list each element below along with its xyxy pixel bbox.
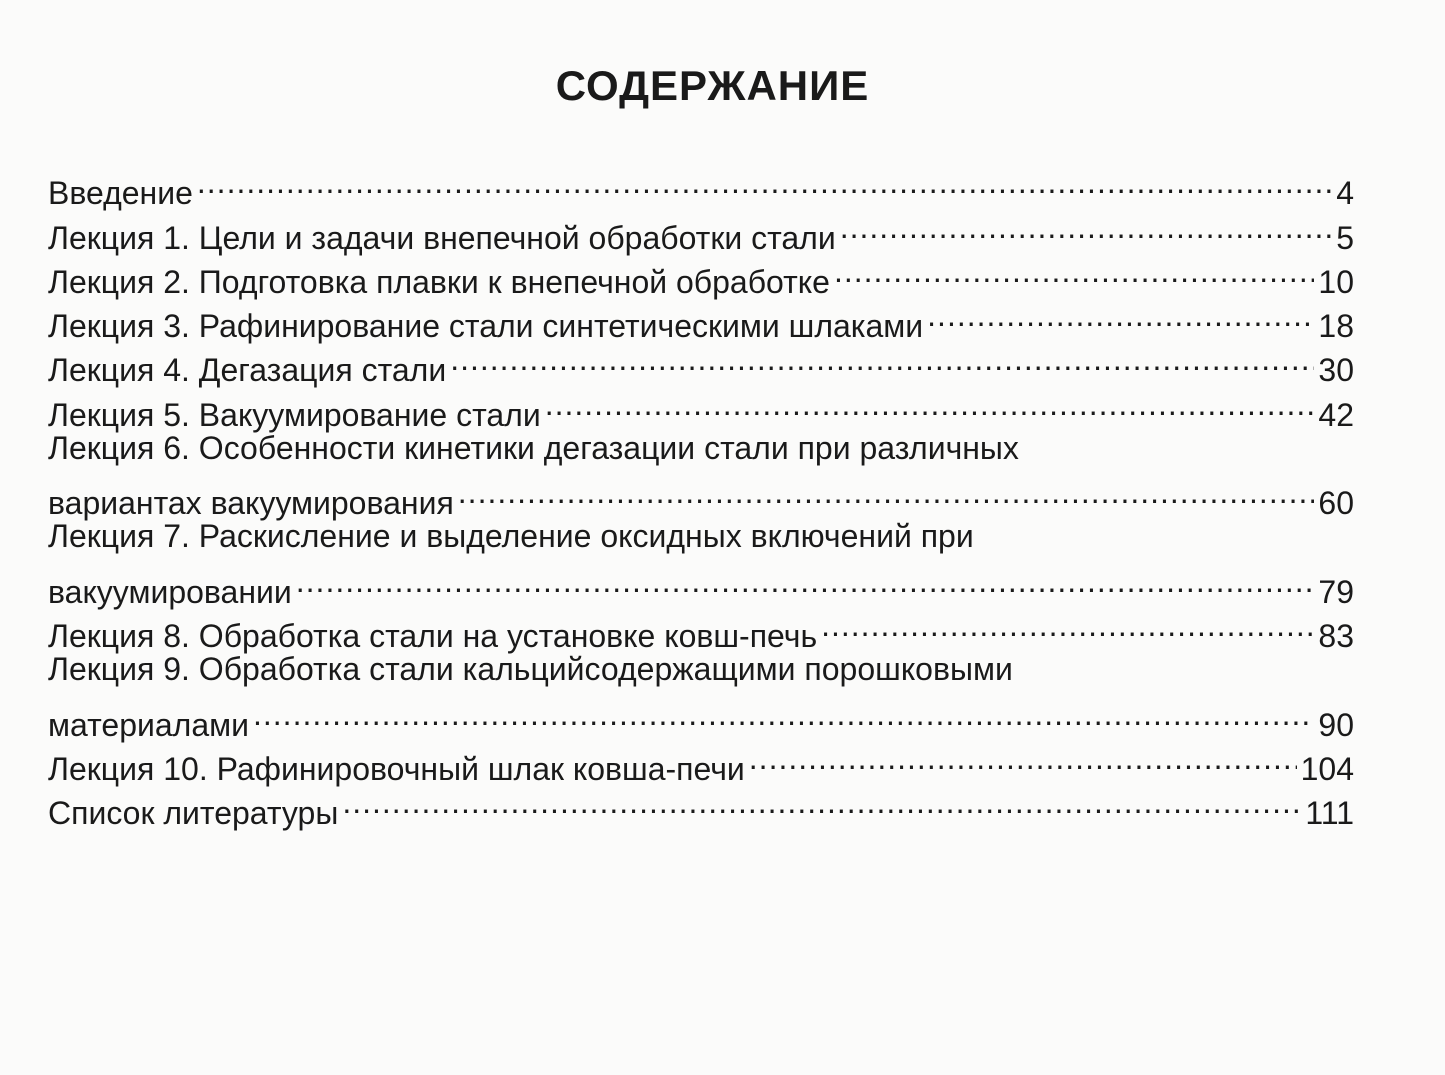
toc-line	[48, 204, 1354, 256]
dot-leader	[840, 204, 1332, 248]
toc-page-number: 79	[1318, 573, 1354, 610]
dot-leader	[927, 293, 1314, 337]
dot-leader	[197, 160, 1332, 204]
toc-line-wrapped	[48, 647, 1354, 691]
toc-entry-title: Список литературы	[48, 795, 339, 832]
toc-line	[48, 692, 1354, 743]
toc-line	[48, 160, 1354, 212]
toc-entry-title: Введение	[48, 175, 193, 212]
toc-entry	[48, 160, 1354, 212]
toc-page-number: 111	[1305, 795, 1354, 832]
dot-leader	[834, 249, 1314, 293]
toc-entry-title: Лекция 5. Вакуумирование стали	[48, 396, 541, 433]
toc-entry-title: Лекция 10. Рафинировочный шлак ковша-печи	[48, 751, 745, 788]
toc-entry-title: вариантах вакуумирования	[48, 485, 454, 522]
toc-page-number: 104	[1300, 751, 1354, 788]
toc-entry-title: вакуумировании	[48, 573, 292, 610]
toc-entry-title: Лекция 2. Подготовка плавки к внепечной обработке	[48, 263, 830, 300]
toc-page-number: 90	[1318, 706, 1354, 743]
toc-page-number: 42	[1318, 396, 1354, 433]
toc-page-number: 30	[1318, 352, 1354, 389]
toc-entry	[48, 647, 1354, 743]
toc-entry-title: Лекция 6. Особенности кинетики дегазации стали при различных	[48, 429, 1019, 466]
toc-page-number: 4	[1336, 175, 1354, 212]
toc-line-wrapped	[48, 514, 1354, 558]
dot-leader	[450, 337, 1314, 381]
toc-entry-title: Лекция 7. Раскисление и выделение оксидных включений при	[48, 518, 974, 555]
toc-page-number: 60	[1318, 485, 1354, 522]
toc-line	[48, 470, 1354, 522]
toc-entry-title: Лекция 4. Дегазация стали	[48, 352, 447, 389]
dot-leader	[458, 470, 1315, 514]
toc-entry-title: Лекция 8. Обработка стали на установке ковш-печь	[48, 618, 818, 655]
toc-entry-title: Лекция 1. Цели и задачи внепечной обработки стали	[48, 219, 836, 256]
toc-page-number: 18	[1318, 308, 1354, 345]
toc-entry-title: материалами	[48, 706, 249, 743]
table-of-contents	[48, 160, 1354, 832]
dot-leader	[253, 692, 1314, 736]
page-title: СОДЕРЖАНИЕ	[555, 62, 870, 109]
dot-leader	[296, 559, 1315, 603]
toc-entry-title: Лекция 9. Обработка стали кальцийсодержащими порошковыми	[48, 651, 1013, 688]
toc-line	[48, 559, 1354, 610]
toc-page-number: 83	[1318, 618, 1354, 655]
toc-page-number: 10	[1318, 263, 1354, 300]
toc-entry	[48, 426, 1354, 522]
dot-leader	[342, 780, 1301, 824]
toc-line-wrapped	[48, 426, 1354, 470]
toc-entry	[48, 204, 1354, 256]
dot-leader	[545, 381, 1315, 425]
toc-page-number: 5	[1336, 219, 1354, 256]
dot-leader	[821, 603, 1314, 647]
toc-entry-title: Лекция 3. Рафинирование стали синтетическими шлаками	[48, 308, 924, 345]
dot-leader	[749, 736, 1297, 780]
toc-entry	[48, 514, 1354, 610]
